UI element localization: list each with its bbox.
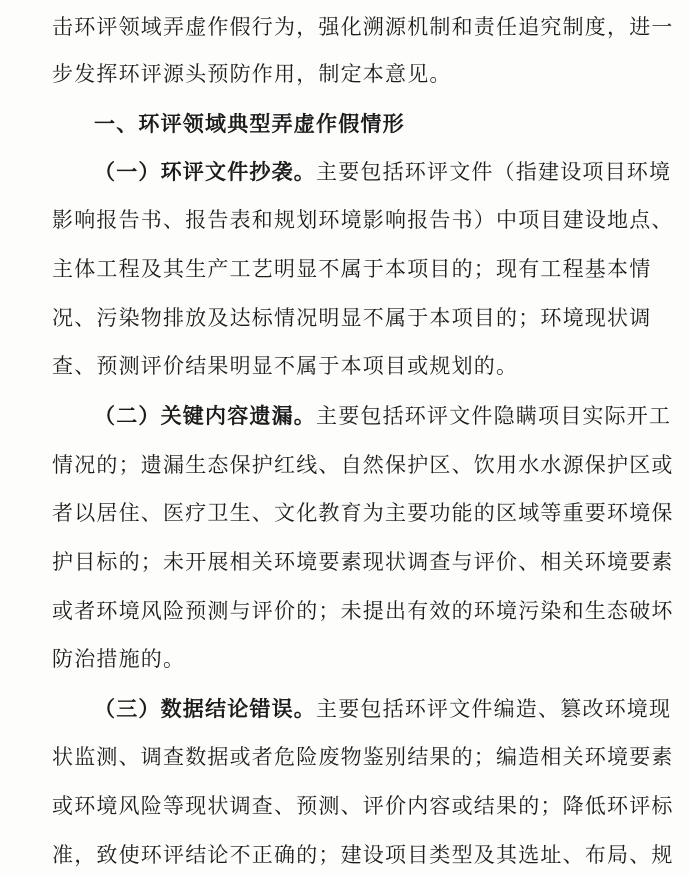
paragraph-line: 护目标的；未开展相关环境要素现状调查与评价、相关环境要素 xyxy=(52,550,674,574)
paragraph-line: 或者环境风险预测与评价的；未提出有效的环境污染和生态破坏 xyxy=(52,599,674,623)
subsection-title: （三）数据结论错误。 xyxy=(94,697,316,721)
paragraph-line: 者以居住、医疗卫生、文化教育为主要功能的区域等重要环境保 xyxy=(52,501,674,525)
paragraph-text: 主要包括环评文件隐瞒项目实际开工 xyxy=(316,404,672,428)
paragraph-line: 影响报告书、报告表和规划环境影响报告书）中项目建设地点、 xyxy=(52,208,674,232)
subsection-title: （一）环评文件抄袭。 xyxy=(94,160,316,184)
subsection-line xyxy=(94,157,672,187)
paragraph-text: 主要包括环评文件编造、篡改环境现 xyxy=(316,697,672,721)
section-heading: 一、环评领域典型弄虚作假情形 xyxy=(94,112,405,136)
paragraph-line: 或环境风险等现状调查、预测、评价内容或结果的；降低环评标 xyxy=(52,794,674,818)
paragraph-line: 主体工程及其生产工艺明显不属于本项目的；现有工程基本情 xyxy=(52,257,652,281)
paragraph-line: 步发挥环评源头预防作用，制定本意见。 xyxy=(52,62,452,86)
paragraph-line: 击环评领域弄虚作假行为，强化溯源机制和责任追究制度，进一 xyxy=(52,15,674,39)
paragraph-line: 准，致使环评结论不正确的；建设项目类型及其选址、布局、规 xyxy=(52,843,674,867)
paragraph-line: 状监测、调查数据或者危险废物鉴别结果的；编造相关环境要素 xyxy=(52,745,674,769)
paragraph-line: 况、污染物排放及达标情况明显不属于本项目的；环境现状调 xyxy=(52,306,652,330)
paragraph-line: 查、预测评价结果明显不属于本项目或规划的。 xyxy=(52,354,519,378)
subsection-line xyxy=(94,694,672,724)
paragraph-line: 情况的；遗漏生态保护红线、自然保护区、饮用水水源保护区或 xyxy=(52,453,674,477)
subsection-line xyxy=(94,401,672,431)
paragraph-line: 防治措施的。 xyxy=(52,647,186,671)
paragraph-text: 主要包括环评文件（指建设项目环境 xyxy=(316,160,672,184)
subsection-title: （二）关键内容遗漏。 xyxy=(94,404,316,428)
